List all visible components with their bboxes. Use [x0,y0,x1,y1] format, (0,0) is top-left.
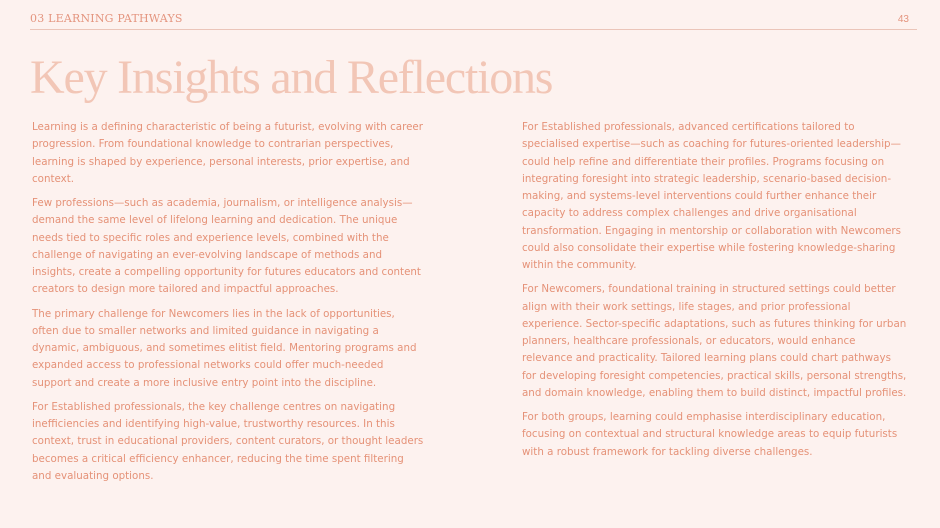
section-label: 03 LEARNING PATHWAYS [30,12,183,25]
page-header [30,0,917,30]
paragraph: For Established professionals, the key challenge centres on navigating inefficiencies and identifying high-value, trustworthy resources. In this context, trust in educational providers, content curators, or thought leaders becomes a critical efficiency enhancer, reducing the time spent filtering and evaluating options. [32,400,424,482]
page-title: Key Insights and Reflections [30,51,553,104]
paragraph: For Newcomers, foundational training in structured settings could better align with their work settings, life stages, and prior professional experience. Sector-specific adaptations, such as futures thinking for urban planners, healthcare professionals, or educators, would enhance relevance and practicality. Tailored learning plans could chart pathways for developing foresight competencies, practical skills, personal strengths, and domain knowledge, enabling them to build distinct, impactful profiles. [522,283,907,399]
paragraph: The primary challenge for Newcomers lies in the lack of opportunities, often due to smaller networks and limited guidance in navigating a dynamic, ambiguous, and sometimes elitist field. Mentoring programs and expanded access to professional networks could offer much-needed support and create a more inclusive entry point into the discipline. [32,307,417,389]
paragraph: Learning is a defining characteristic of being a futurist, evolving with career progression. From foundational knowledge to contrarian perspectives, learning is shaped by experience, personal interests, prior expertise, and context. [32,121,423,185]
left-column [32,119,424,492]
paragraph: For both groups, learning could emphasise interdisciplinary education, focusing on contextual and structural knowledge areas to equip futurists with a robust framework for tackling diverse challenges. [522,411,898,458]
paragraph: For Established professionals, advanced certifications tailored to specialised expertise—such as coaching for futures-oriented leadership—could help refine and differentiate their profiles. Programs focusing on integrating foresight into strategic leadership, scenario-based decision-making, and systems-level interventions could further enhance their capacity to address complex challenges and drive organisational transformation. Engaging in mentorship or collaboration with Newcomers could also consolidate their expertise while fostering knowledge-sharing within the community. [522,121,902,271]
page-number: 43 [897,14,909,25]
paragraph: Few professions—such as academia, journalism, or intelligence analysis—demand the same level of lifelong learning and dedication. The unique needs tied to specific roles and experience levels, combined with the challenge of navigating an ever-evolving landscape of methods and insights, create a compelling opportunity for futures educators and content creators to design more tailored and impactful approaches. [32,197,421,296]
right-column [522,119,908,468]
